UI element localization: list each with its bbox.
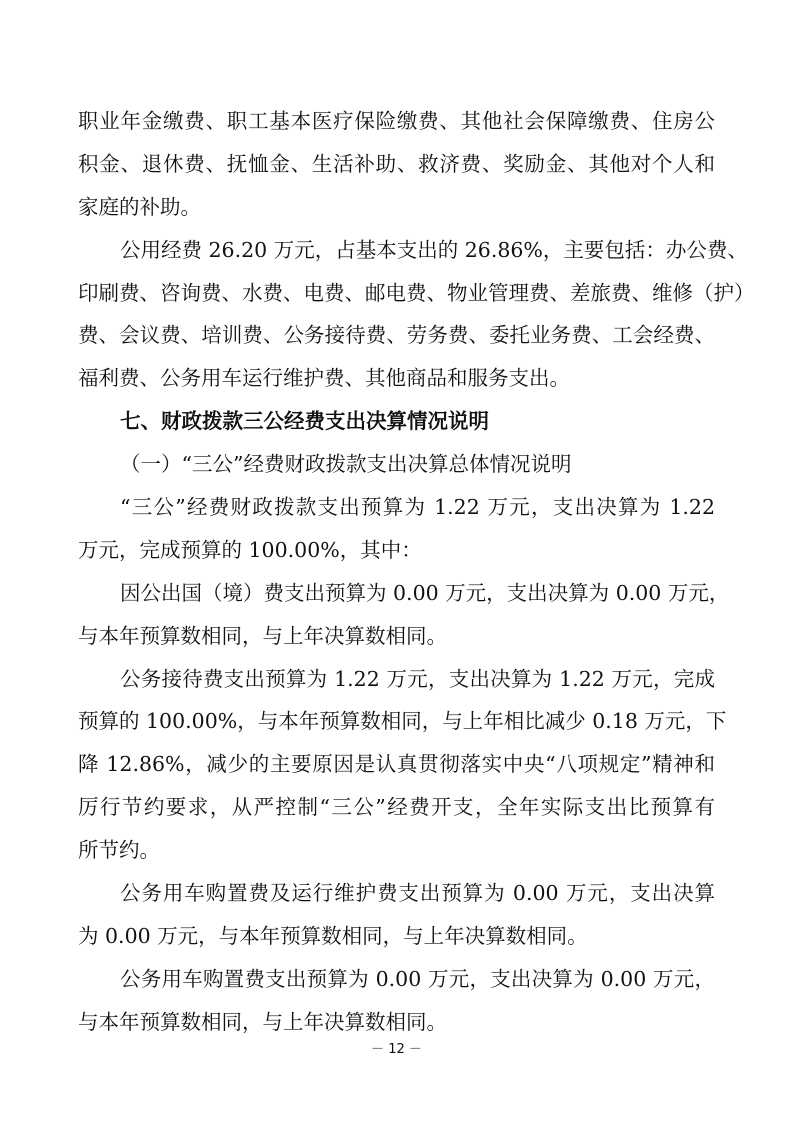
text-line: 万元，完成预算的 100.00%，其中： <box>78 537 422 562</box>
page-number: － 12 － <box>371 1042 422 1057</box>
document-body <box>78 100 755 1044</box>
text-line: “三公”经费财政拨款支出预算为 1.22 万元，支出决算为 1.22 <box>120 495 715 520</box>
text-line: 降 12.86%，减少的主要原因是认真贯彻落实中央“八项规定”精神和 <box>78 752 715 777</box>
text-line: 与本年预算数相同，与上年决算数相同。 <box>78 1009 447 1034</box>
text-line: 所节约。 <box>78 838 160 863</box>
text-line: 公务用车购置费及运行维护费支出预算为 0.00 万元，支出决算 <box>120 881 715 906</box>
text-line: 印刷费、咨询费、水费、电费、邮电费、物业管理费、差旅费、维修（护） <box>78 280 755 305</box>
text-line: 福利费、公务用车运行维护费、其他商品和服务支出。 <box>78 366 570 391</box>
text-line: 家庭的补助。 <box>78 194 201 219</box>
text-line: 积金、退休费、抚恤金、生活补助、救济费、奖励金、其他对个人和 <box>78 151 715 176</box>
text-line: 与本年预算数相同，与上年决算数相同。 <box>78 623 447 648</box>
text-line: 公务接待费支出预算为 1.22 万元，支出决算为 1.22 万元，完成 <box>120 666 715 691</box>
text-line: 公用经费 26.20 万元，占基本支出的 26.86%，主要包括：办公费、 <box>120 237 748 262</box>
text-line: 厉行节约要求，从严控制“三公”经费开支，全年实际支出比预算有 <box>78 795 715 820</box>
text-line: 为 0.00 万元，与本年预算数相同，与上年决算数相同。 <box>78 923 588 948</box>
subsection-heading: （一）“三公”经费财政拨款支出决算总体情况说明 <box>120 452 572 477</box>
text-line: 费、会议费、培训费、公务接待费、劳务费、委托业务费、工会经费、 <box>78 323 715 348</box>
section-heading: 七、财政拨款三公经费支出决算情况说明 <box>120 409 489 434</box>
text-line: 预算的 100.00%，与本年预算数相同，与上年相比减少 0.18 万元，下 <box>78 709 727 734</box>
text-line: 公务用车购置费支出预算为 0.00 万元，支出决算为 0.00 万元， <box>120 966 715 991</box>
text-line: 职业年金缴费、职工基本医疗保险缴费、其他社会保障缴费、住房公 <box>78 109 715 133</box>
text-line: 因公出国（境）费支出预算为 0.00 万元，支出决算为 0.00 万元， <box>120 580 730 605</box>
